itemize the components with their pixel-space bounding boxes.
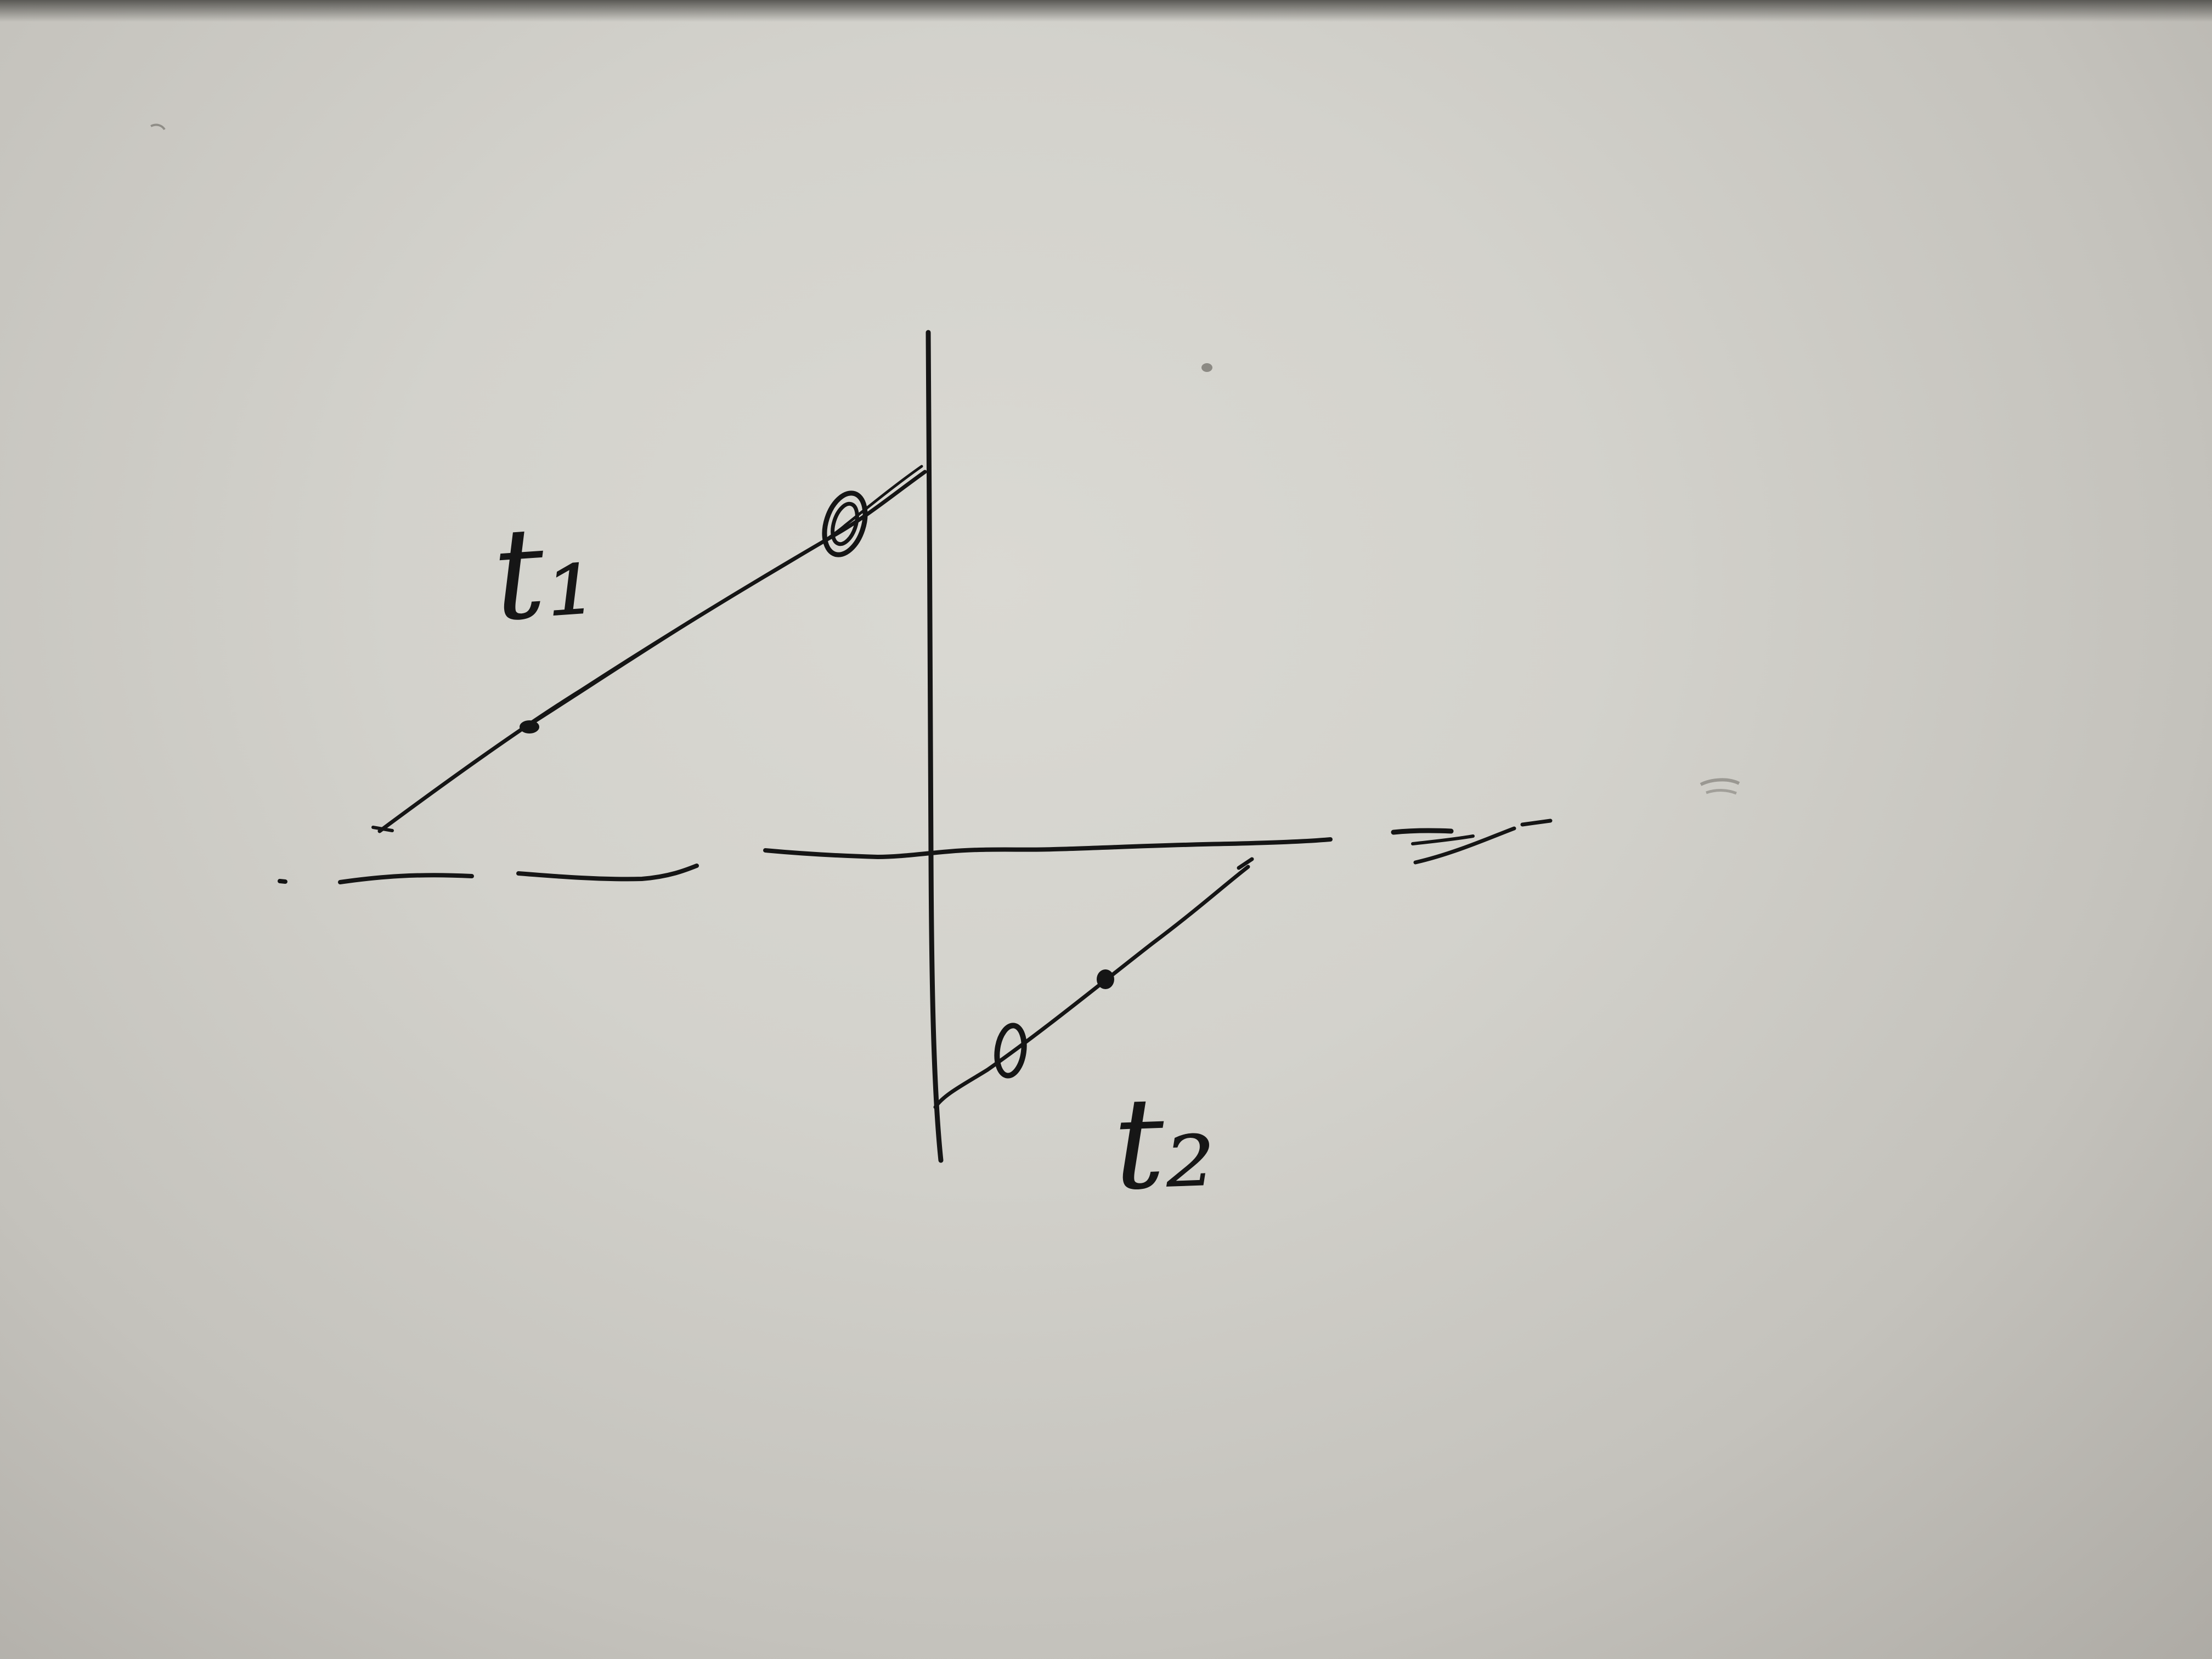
dash-7 (1415, 828, 1514, 862)
label-t1: t₁ (488, 496, 600, 650)
open-circle-t2 (994, 1024, 1027, 1077)
dash-2 (340, 875, 472, 882)
vertical-axis (928, 332, 941, 1160)
dash-6 (1413, 836, 1473, 844)
dash-3 (518, 866, 697, 879)
dash-5 (1393, 831, 1451, 832)
line-t1 (373, 466, 925, 831)
dash-4 (765, 839, 1330, 857)
label-t2: t₂ (1111, 1068, 1218, 1219)
dashed-horizontal-axis (280, 821, 1550, 882)
dot-t1 (520, 720, 539, 733)
dash-1 (280, 881, 285, 882)
line-t1-tick (373, 827, 392, 831)
dot-t2 (1097, 969, 1114, 989)
dash-8 (1522, 821, 1550, 825)
paper-specks (151, 125, 1739, 793)
